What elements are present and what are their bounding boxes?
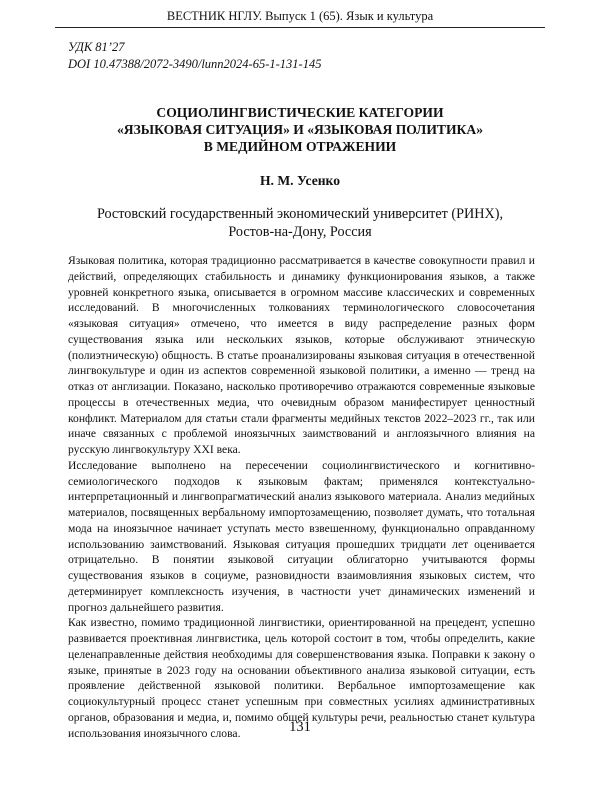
article-title — [80, 104, 520, 155]
udk-code: УДК 81’27 — [68, 40, 125, 54]
abstract-paragraph: Языковая политика, которая традиционно рассматривается в качестве совокупности правил и действий, определяющих стабильность и динамику функционирования языков, а также уровней конкретного языка, описывается в огромном массиве классических и современных исследований. В многочисленных толкованиях терминологического словосочетания «языковая ситуация» отмечено, что имеется в виду распределение разных форм существования языка или нескольких языков, которые обслуживают этническую (полиэтническую) общность. В статье проанализированы языковая ситуация в отечественной лингвокультуре и один из аспектов современной языковой политики, а именно — тренд на отказ от англизации. Показано, насколько противоречиво отражаются современные языковые процессы в отечественных медиа, что очевидным образом манифестирует ценностный конфликт. Материалом для статьи стали фрагменты медийных текстов 2022–2023 гг., так или иначе связанных с проблемой иноязычных заимствований и англоязычного влияния на русскую лингвокультуру XXI века. — [68, 254, 535, 456]
title-line: «ЯЗЫКОВАЯ СИТУАЦИЯ» И «ЯЗЫКОВАЯ ПОЛИТИКА» — [116, 122, 483, 137]
abstract-paragraph: Исследование выполнено на пересечении социолингвистического и когнитивно-семиологического подходов к языковым фактам; применялся контекстуально-интерпретационный и лингвопрагматический анализ языкового материала. Анализ медийных материалов, посвященных вербальному импортозамещению, позволяет думать, что тотальная мода на иноязычное начинает уступать место взвешенному, функционально оправданному использованию заимствований. Языковая ситуация прошедших тридцати лет оценивается отрицательно. В понятии языковой ситуации облигаторно учитываются формы существования языков в социуме, разновидности взаимовлияния языковых систем, что детерминирует комплексность изучения, в частности учет динамических изменений и прогноз дальнейшего развития. — [68, 458, 535, 614]
affiliation-line: Ростов-на-Дону, Россия — [228, 224, 372, 240]
running-header: ВЕСТНИК НГЛУ. Выпуск 1 (65). Язык и культура — [55, 6, 545, 28]
affiliation — [60, 205, 540, 241]
doi: DOI 10.47388/2072-3490/lunn2024-65-1-131-145 — [68, 57, 322, 71]
title-line: СОЦИОЛИНГВИСТИЧЕСКИЕ КАТЕГОРИИ — [156, 105, 444, 120]
article-meta — [68, 39, 321, 73]
title-line: В МЕДИЙНОМ ОТРАЖЕНИИ — [203, 139, 397, 154]
abstract-paragraph: Как известно, помимо традиционной лингвистики, ориентированной на прецедент, успешно развивается проективная лингвистика, цель которой состоит в том, чтобы определить, какие целенаправленные действия необходимы для совершенствования языка. Поправки к закону о языке, принятые в 2023 году на основании объективного анализа языковой ситуации, есть проявление действенной языковой политики. Вербальное импортозамещение как социокультурный процесс станет успешным при совместных усилиях административных органов, образования и медиа, и, помимо общей культуры речи, реальностью станет культура использования иноязычного слова. — [68, 616, 535, 740]
affiliation-line: Ростовский государственный экономический университет (РИНХ), — [96, 206, 504, 222]
page-number: 131 — [289, 719, 311, 735]
author-name: Н. М. Усенко — [259, 173, 341, 188]
abstract — [68, 253, 535, 741]
